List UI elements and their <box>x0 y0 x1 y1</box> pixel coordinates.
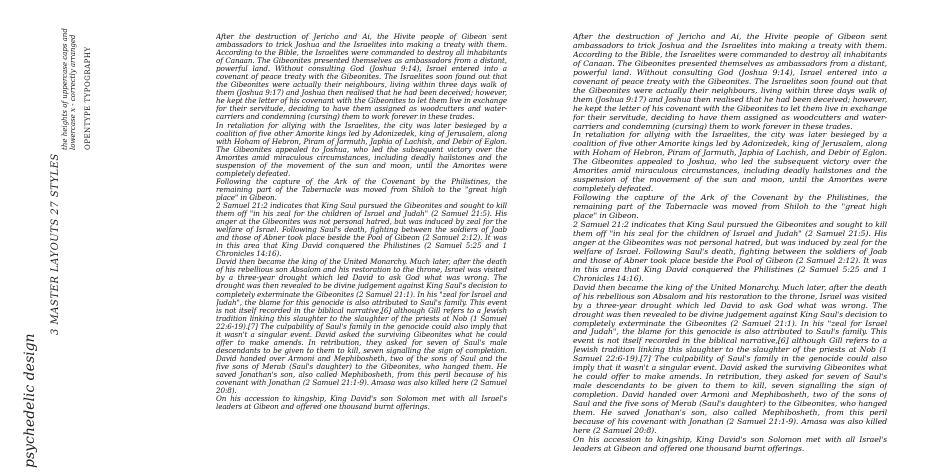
paragraph: Following the capture of the Ark of the Covenant by the Philistines, the remaining part of the Tabernacle was moved from Shiloh to the "great high place" in Gibeon. <box>216 176 507 202</box>
master-layouts-label: 3 MASTER LAYOUTS 27 STYLES <box>50 153 61 335</box>
paragraph: 2 Samuel 21:2 indicates that King Saul pursued the Gibeonites and sought to kill them off "in his zeal for the children of Israel and Judah" (2 Samuel 21:5). His anger at the Gibeonites was not personal hatred, but was induced by zeal for the welfare of Israel. Following Saul's death, fighting between the soldiers of Joab and those of Abner took place beside the Pool of Gibeon (2 Samuel 2:12). It was in this area that King David conquered the Philistines (2 Samuel 5:25 and 1 Chronicles 14:16). <box>573 220 887 283</box>
paragraph: After the destruction of Jericho and Ai, the Hivite people of Gibeon sent ambassadors to trick Joshua and the Israelites into making a treaty with them. According to the Bible, the Israelites were commanded to destroy all inhabitants of Canaan. The Gibeonites presented themselves as ambassadors from a distant, powerful land. Without consulting God (Joshua 9:14), Israel entered into a covenant of peace treaty with the Gibeonites. The Israelites soon found out that the Gibeonites were actually their neighbours, living within three days walk of them (Joshua 9:17) and Joshua then realised that he had been deceived; however, he kept the letter of his covenant with the Gibeonites to let them live in exchange for their servitude, deciding to have them assigned as woodcutters and water-carriers and condemning (cursing) them to work forever in these trades. <box>573 33 887 131</box>
opentype-label: OPENTYPE TYPOGRAPHY <box>84 46 92 150</box>
paragraph: Following the capture of the Ark of the Covenant by the Philistines, the remaining part of the Tabernacle was moved from Shiloh to the "great high place" in Gibeon. <box>573 193 887 221</box>
paragraph: On his accession to kingship, King David's son Solomon met with all Israel's leaders at Gibeon and offered one thousand burnt offerings. <box>216 394 507 412</box>
caps-note-line-2: lowercase x - correctly arranged <box>69 34 77 150</box>
paragraph: 2 Samuel 21:2 indicates that King Saul pursued the Gibeonites and sought to kill them off "in his zeal for the children of Israel and Judah" (2 Samuel 21:5). His anger at the Gibeonites was not personal hatred, but was induced by zeal for the welfare of Israel. Following Saul's death, fighting between the soldiers of Joab and those of Abner took place beside the Pool of Gibeon (2 Samuel 2:12). It was in this area that King David conquered the Philistines (2 Samuel 5:25 and 1 Chronicles 14:16). <box>216 200 507 259</box>
text-column-wide <box>573 33 887 461</box>
text-column-narrow <box>216 33 507 461</box>
paragraph: On his accession to kingship, King David's son Solomon met with all Israel's leaders at Gibeon and offered one thousand burnt offerings. <box>573 434 887 453</box>
paragraph: In retaliation for allying with the Israelites, the city was later besieged by a coalition of five other Amorite kings led by Adonizedek, king of Jerusalem, along with Hoham of Hebron, Piram of Jarmuth, Japhia of Lachish, and Debir of Eglon. The Gibeonites appealed to Joshua, who led the subsequent victory over the Amorites amid miraculous circumstances, including deadly hailstones and the suspension of the movement of the sun and moon, until the Amorites were completely defeated. <box>216 120 507 178</box>
caps-note-line-1: the heights of uppercase caps and <box>61 28 69 150</box>
paragraph: After the destruction of Jericho and Ai, the Hivite people of Gibeon sent ambassadors to trick Joshua and the Israelites into making a treaty with them. According to the Bible, the Israelites were commanded to destroy all inhabitants of Canaan. The Gibeonites presented themselves as ambassadors from a distant, powerful land. Without consulting God (Joshua 9:14), Israel entered into a covenant of peace treaty with the Gibeonites. The Israelites soon found out that the Gibeonites were actually their neighbours, living within three days walk of them (Joshua 9:17) and Joshua then realised that he had been deceived; however, he kept the letter of his covenant with the Gibeonites to let them live in exchange for their servitude, deciding to have them assigned as woodcutters and water-carriers and condemning (cursing) them to work forever in these trades. <box>216 33 507 122</box>
brand-title: psychedelic design <box>22 333 38 468</box>
paragraph: David then became the king of the United Monarchy. Much later, after the death of his rebellious son Absalom and his restoration to the throne, Israel was visited by a three-year drought which led David to ask God what was wrong. The drought was then revealed to be divine judgement against King Saul's decision to completely exterminate the Gibeonites (2 Samuel 21:1). In his "zeal for Israel and Judah", the blame for this genocide is also attributed to Saul's family. This event is not itself recorded in the biblical narrative,[6] although Gill refers to a Jewish tradition linking this slaughter to the slaughter of the priests at Nob (1 Samuel 22:6-19).[7] The culpability of Saul's family in the genocide could also imply that it wasn't a singular event. David asked the surviving Gibeonites what he could offer to make amends. In retribution, they asked for seven of Saul's male descendants to be given to them to kill, seven signalling the sign of completion. David handed over Armoni and Mephibosheth, two of the sons of Saul and the five sons of Merab (Saul's daughter) to the Gibeonites, who hanged them. He saved Jonathan's son, also called Mephibosheth, from this peril because of his covenant with Jonathan (2 Samuel 21:1-9). Amasa was also killed here (2 Samuel 20:8). <box>216 257 507 396</box>
paragraph: In retaliation for allying with the Israelites, the city was later besieged by a coalition of five other Amorite kings led by Adonizedek, king of Jerusalem, along with Hoham of Hebron, Piram of Jarmuth, Japhia of Lachish, and Debir of Eglon. The Gibeonites appealed to Joshua, who led the subsequent victory over the Amorites amid miraculous circumstances, including deadly hailstones and the suspension of the movement of the sun and moon, until the Amorites were completely defeated. <box>573 130 887 194</box>
paragraph: David then became the king of the United Monarchy. Much later, after the death of his rebellious son Absalom and his restoration to the throne, Israel was visited by a three-year drought which led David to ask God what was wrong. The drought was then revealed to be divine judgement against King Saul's decision to completely exterminate the Gibeonites (2 Samuel 21:1). In his "zeal for Israel and Judah", the blame for this genocide is also attributed to Saul's family. This event is not itself recorded in the biblical narrative,[6] although Gill refers to a Jewish tradition linking this slaughter to the slaughter of the priests at Nob (1 Samuel 22:6-19).[7] The culpability of Saul's family in the genocide could also imply that it wasn't a singular event. David asked the surviving Gibeonites what he could offer to make amends. In retribution, they asked for seven of Saul's male descendants to be given to them to kill, seven signalling the sign of completion. David handed over Armoni and Mephibosheth, two of the sons of Saul and the five sons of Merab (Saul's daughter) to the Gibeonites, who hanged them. He saved Jonathan's son, also called Mephibosheth, from this peril because of his covenant with Jonathan (2 Samuel 21:1-9). Amasa was also killed here (2 Samuel 20:8). <box>573 282 887 435</box>
